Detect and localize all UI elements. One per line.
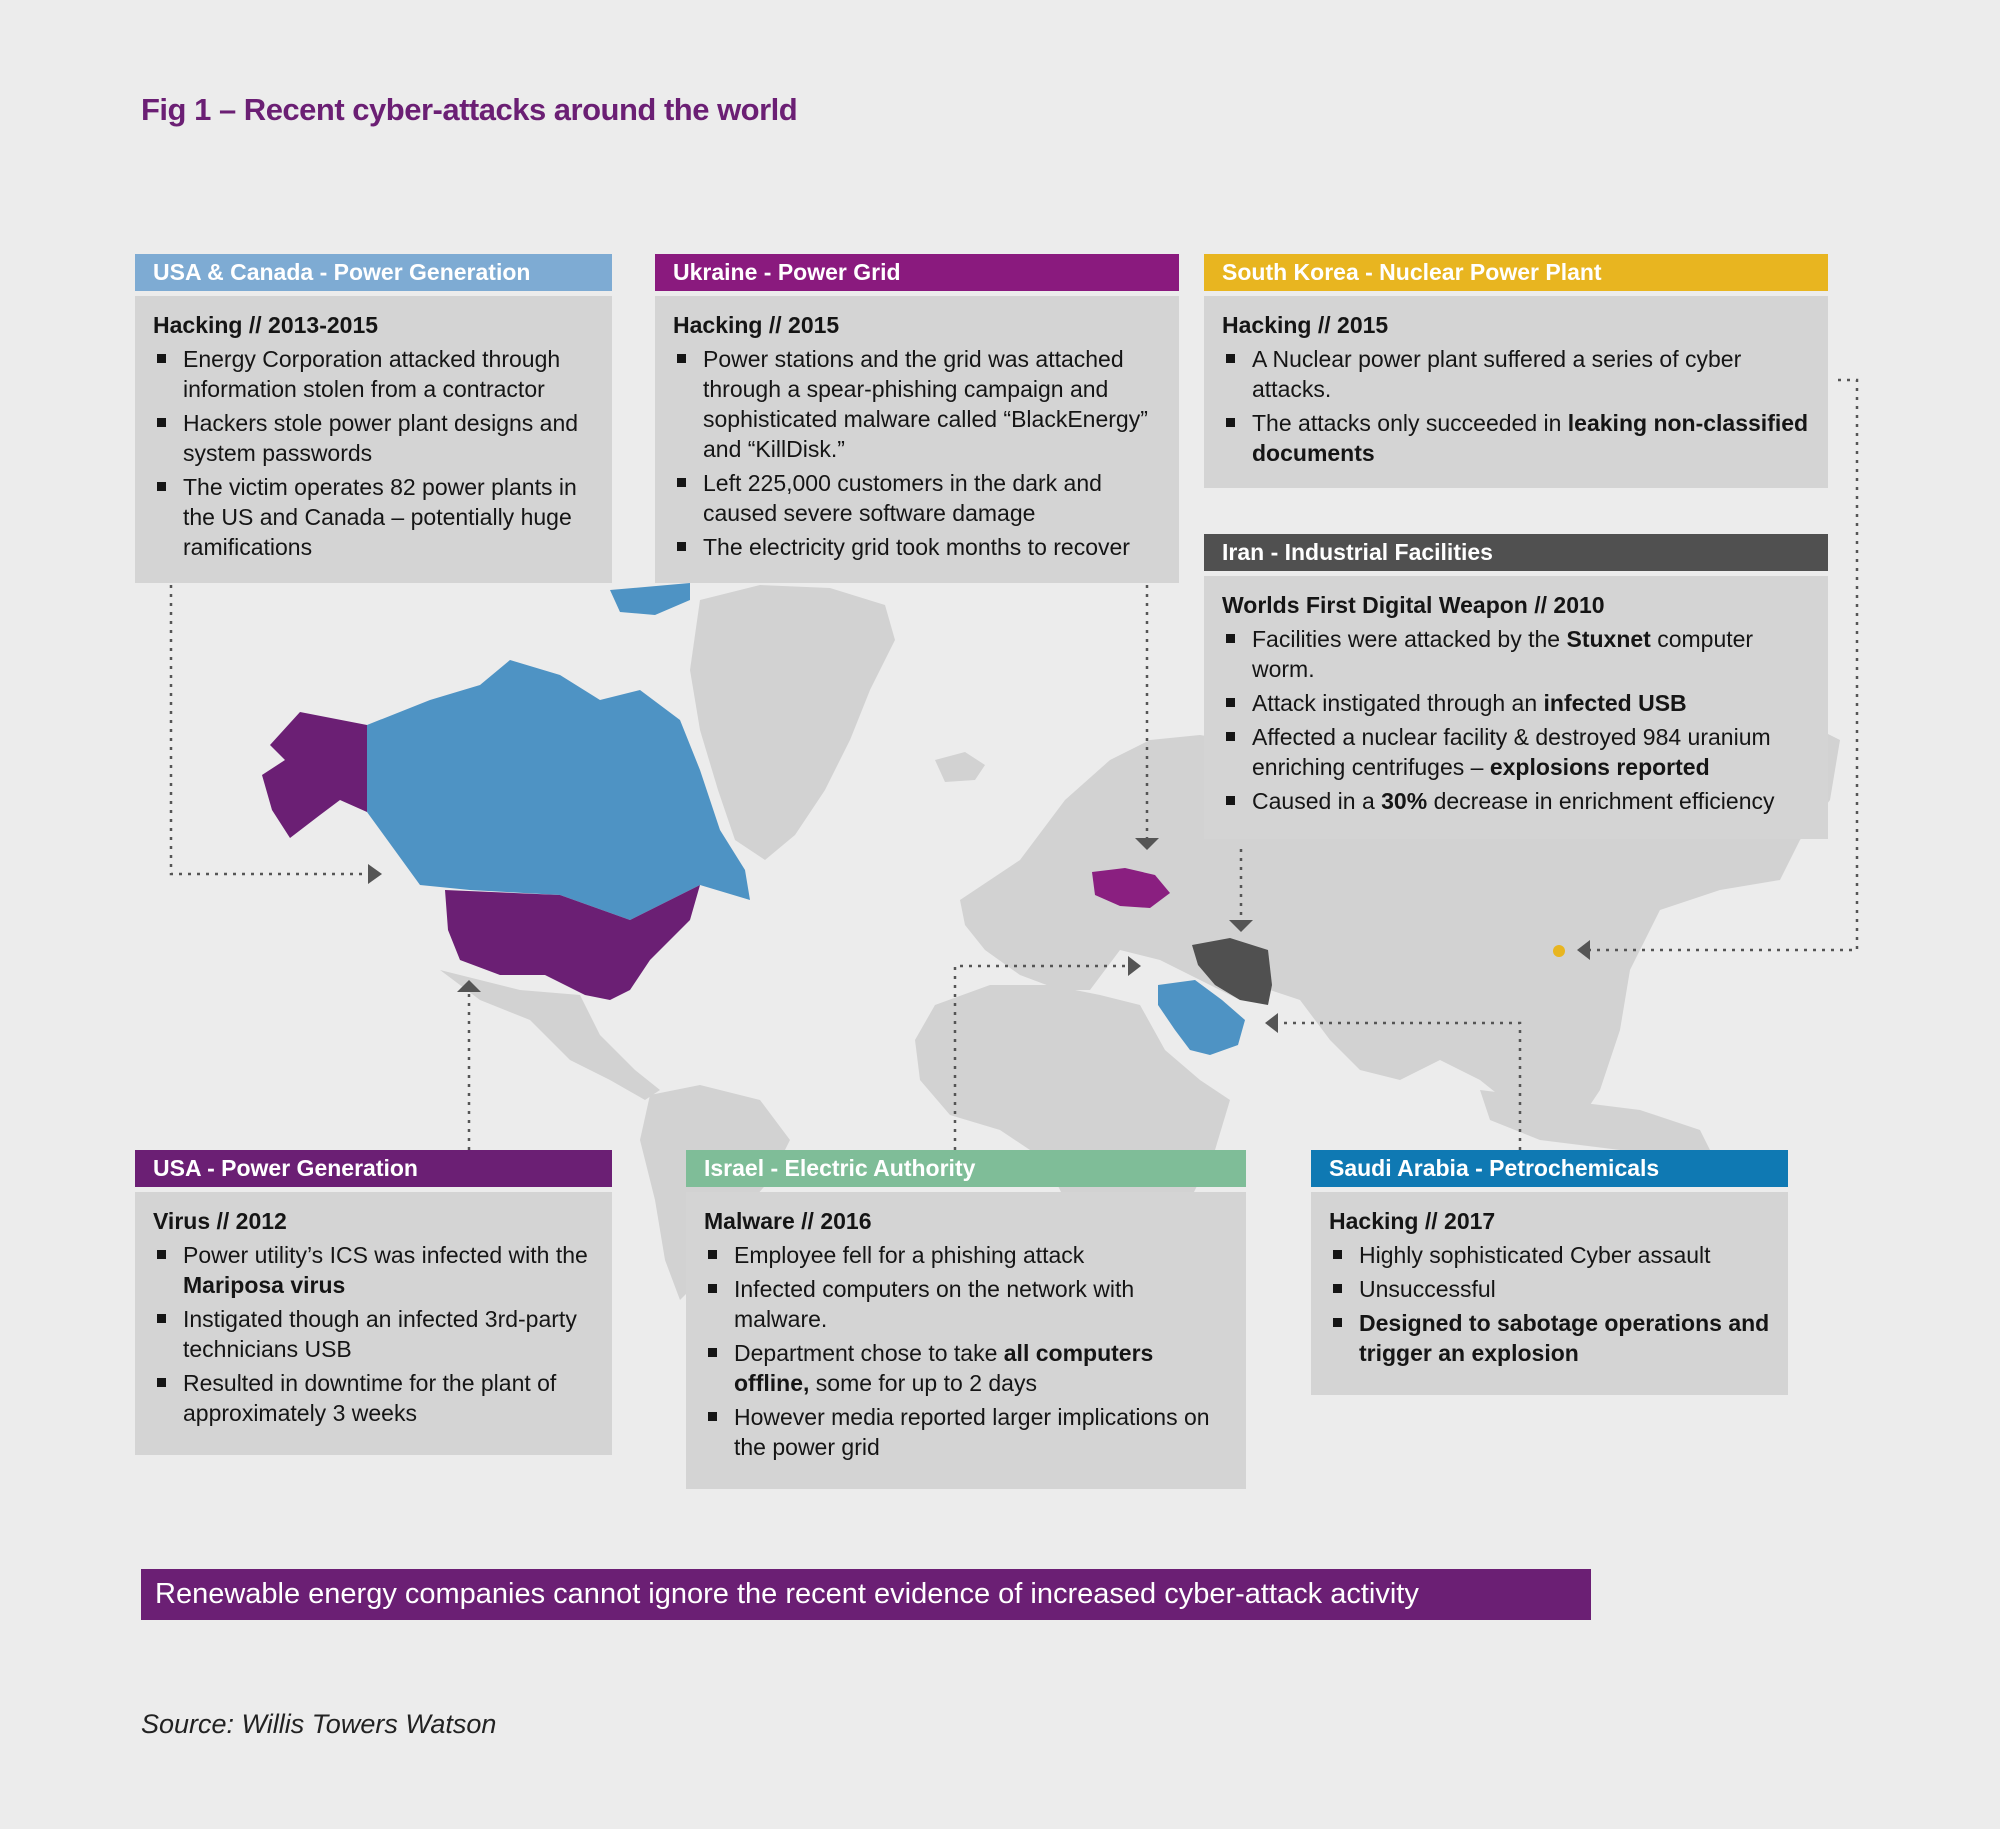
text: Employee fell for a phishing attack <box>734 1242 1085 1268</box>
bullet-list <box>1222 624 1810 816</box>
arrow-usa-canada <box>368 864 382 884</box>
arrow-saudi <box>1265 1013 1278 1033</box>
card-body <box>1204 296 1828 488</box>
bold-text: explosions reported <box>1489 754 1710 780</box>
text: Department chose to take <box>734 1340 1004 1366</box>
card-header: Saudi Arabia - Petrochemicals <box>1311 1150 1788 1187</box>
card-body <box>655 296 1179 583</box>
bullet-item <box>153 1304 594 1364</box>
bullet-item <box>673 468 1161 528</box>
bold-text: all computers offline, <box>734 1340 1154 1396</box>
card-subtitle: Worlds First Digital Weapon // 2010 <box>1222 592 1605 618</box>
text: The electricity grid took months to recover <box>703 534 1130 560</box>
card-body <box>135 296 612 583</box>
card-subtitle: Virus // 2012 <box>153 1208 287 1234</box>
bullet-item <box>673 532 1161 562</box>
bullet-item <box>153 1240 594 1300</box>
text: The victim operates 82 power plants in the US and Canada – potentially huge ramifications <box>183 474 577 560</box>
text: Highly sophisticated Cyber assault <box>1359 1242 1711 1268</box>
card-iran <box>1204 534 1828 839</box>
bullet-item <box>673 344 1161 464</box>
card-usa <box>135 1150 612 1455</box>
bold-text: leaking non-classified documents <box>1252 410 1809 466</box>
card-subtitle: Hacking // 2013-2015 <box>153 312 379 338</box>
greenland-tip-highlight <box>610 583 690 615</box>
bullet-item <box>1222 722 1810 782</box>
text: some for up to 2 days <box>809 1370 1037 1396</box>
bullet-item <box>704 1402 1228 1462</box>
bold-text: Designed to sabotage operations and trigger an explosion <box>1359 1310 1770 1366</box>
card-body <box>135 1192 612 1455</box>
bullet-list <box>153 344 594 562</box>
bullet-item <box>1329 1308 1770 1368</box>
figure-title: Fig 1 – Recent cyber-attacks around the world <box>141 92 798 127</box>
text: Affected a nuclear facility & destroyed 984 uranium enriching centrifuges – <box>1252 724 1771 780</box>
bullet-item <box>1222 408 1810 468</box>
text: Facilities were attacked by the <box>1252 626 1567 652</box>
text: Power utility’s ICS was infected with the <box>183 1242 588 1268</box>
card-header: USA & Canada - Power Generation <box>135 254 612 291</box>
bold-text: 30% <box>1381 788 1428 814</box>
canada-highlight <box>367 660 750 920</box>
text: decrease in enrichment efficiency <box>1427 788 1775 814</box>
bullet-item <box>153 408 594 468</box>
text: The attacks only succeeded in <box>1252 410 1568 436</box>
bullet-list <box>704 1240 1228 1462</box>
card-saudi <box>1311 1150 1788 1395</box>
text: Left 225,000 customers in the dark and caused severe software damage <box>703 470 1102 526</box>
card-header: Israel - Electric Authority <box>686 1150 1246 1187</box>
bullet-list <box>673 344 1161 562</box>
bullet-item <box>1222 624 1810 684</box>
sea-islands-shape <box>1480 1090 1710 1150</box>
text: Power stations and the grid was attached through a spear-phishing campaign and sophisticated malware called “BlackEnergy” and “KillDisk.” <box>703 346 1148 462</box>
bullet-item <box>1329 1240 1770 1270</box>
card-body <box>1311 1192 1788 1395</box>
arrow-israel <box>1128 956 1141 976</box>
card-subtitle: Malware // 2016 <box>704 1208 872 1234</box>
text: Attack instigated through an <box>1252 690 1544 716</box>
alaska-highlight <box>262 712 367 838</box>
bullet-item <box>153 344 594 404</box>
bullet-list <box>1329 1240 1770 1368</box>
card-body <box>1204 576 1828 839</box>
bullet-list <box>1222 344 1810 468</box>
card-header: USA - Power Generation <box>135 1150 612 1187</box>
card-south-korea <box>1204 254 1828 488</box>
card-header: Ukraine - Power Grid <box>655 254 1179 291</box>
text: Infected computers on the network with malware. <box>734 1276 1135 1332</box>
bullet-item <box>1329 1274 1770 1304</box>
text: computer worm. <box>1252 626 1754 682</box>
text: Hackers stole power plant designs and system passwords <box>183 410 579 466</box>
card-subtitle: Hacking // 2015 <box>1222 312 1389 338</box>
card-header: Iran - Industrial Facilities <box>1204 534 1828 571</box>
card-body <box>686 1192 1246 1489</box>
card-subtitle: Hacking // 2017 <box>1329 1208 1496 1234</box>
bullet-item <box>153 1368 594 1428</box>
source-note: Source: Willis Towers Watson <box>141 1709 497 1739</box>
bullet-item <box>704 1274 1228 1334</box>
iceland-shape <box>935 752 985 782</box>
bold-text: Stuxnet <box>1566 626 1651 652</box>
bullet-list <box>153 1240 594 1428</box>
card-subtitle: Hacking // 2015 <box>673 312 840 338</box>
text: However media reported larger implications on the power grid <box>734 1404 1210 1460</box>
card-usa-canada <box>135 254 612 583</box>
bullet-item <box>704 1240 1228 1270</box>
bullet-item <box>1222 344 1810 404</box>
conclusion-banner: Renewable energy companies cannot ignore the recent evidence of increased cyber-attack activity <box>141 1569 1591 1620</box>
text: Energy Corporation attacked through information stolen from a contractor <box>183 346 561 402</box>
text: Instigated though an infected 3rd-party technicians USB <box>183 1306 577 1362</box>
bullet-item <box>1222 688 1810 718</box>
card-ukraine <box>655 254 1179 583</box>
text: Caused in a <box>1252 788 1382 814</box>
card-header: South Korea - Nuclear Power Plant <box>1204 254 1828 291</box>
bullet-item <box>1222 786 1810 816</box>
text: Resulted in downtime for the plant of approximately 3 weeks <box>183 1370 557 1426</box>
card-israel <box>686 1150 1246 1489</box>
greenland-shape <box>690 585 895 860</box>
bullet-item <box>153 472 594 562</box>
bold-text: infected USB <box>1543 690 1687 716</box>
text: A Nuclear power plant suffered a series of cyber attacks. <box>1252 346 1742 402</box>
bold-text: Mariposa virus <box>183 1272 346 1298</box>
bullet-item <box>704 1338 1228 1398</box>
south-korea-highlight <box>1553 945 1565 957</box>
text: Unsuccessful <box>1359 1276 1496 1302</box>
